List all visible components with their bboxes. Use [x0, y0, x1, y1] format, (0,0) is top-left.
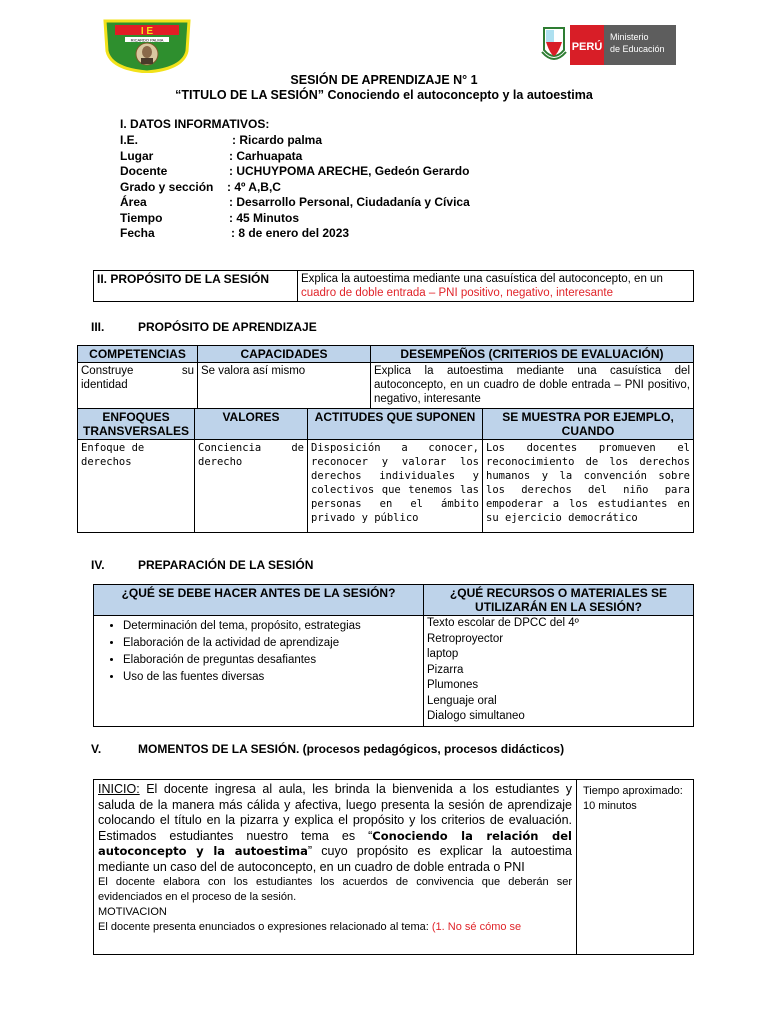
- td-desempeno: Explica la autoestima mediante una casuística del autoconcepto, en un cuadro de doble entrada – PNI positivo, negativo, interesante: [371, 363, 694, 410]
- td-valor: Conciencia de derecho: [195, 440, 308, 533]
- recurso-item: Texto escolar de DPCC del 4º: [427, 617, 579, 629]
- section5-number: V.: [91, 742, 102, 756]
- aprendizaje-table-1: [77, 345, 694, 410]
- inicio-p2: ” cuyo propósito es explicar la autoestima mediante un caso del de autoconcepto, en un cuadro de doble entrada o PNI: [98, 844, 572, 874]
- proposito-sesion-text-black: Explica la autoestima mediante una casuística del autoconcepto, en un: [301, 273, 663, 285]
- th-capacidades: CAPACIDADES: [198, 346, 371, 363]
- peru-coat-of-arms-icon: [542, 28, 566, 59]
- antes-item: • Elaboración de la actividad de aprendizaje: [123, 636, 420, 650]
- datos-label-tiempo: Tiempo: [120, 211, 163, 225]
- datos-value-lugar: : Carhuapata: [229, 149, 303, 163]
- td-competencia: Construye su identidad: [78, 363, 198, 410]
- ministry-line1: Ministerio: [610, 32, 649, 42]
- datos-label-area: Área: [120, 195, 147, 209]
- ministry-line2: de Educación: [610, 44, 665, 54]
- proposito-sesion-table: [93, 270, 694, 302]
- th-enfoques: ENFOQUES TRANSVERSALES: [78, 409, 195, 440]
- section5-heading: MOMENTOS DE LA SESIÓN. (procesos pedagógicos, procesos didácticos): [138, 742, 565, 756]
- school-logo-text: I E: [140, 26, 154, 37]
- datos-label-lugar: Lugar: [120, 149, 154, 163]
- recurso-item: Retroproyector: [427, 632, 504, 645]
- datos-heading: I. DATOS INFORMATIVOS:: [120, 117, 270, 131]
- datos-value-grado: : 4º A,B,C: [227, 180, 281, 194]
- td-antes: [94, 616, 424, 727]
- datos-value-tiempo: : 45 Minutos: [229, 211, 300, 225]
- inicio-p3: El docente elabora con los estudiantes los acuerdos de convivencia que deberán ser evidenciados en el proceso de la sesión.: [98, 876, 572, 903]
- preparacion-table: [93, 584, 694, 727]
- th-valores: VALORES: [195, 409, 308, 440]
- recurso-item: Pizarra: [427, 663, 464, 676]
- proposito-sesion-text-red: cuadro de doble entrada – PNI positivo, negativo, interesante: [301, 287, 613, 299]
- td-tiempo: Tiempo aproximado: 10 minutos: [577, 780, 694, 955]
- th-actitudes: ACTITUDES QUE SUPONEN: [308, 409, 483, 440]
- antes-item: • Uso de las fuentes diversas: [123, 670, 420, 684]
- datos-value-docente: : UCHUYPOMA ARECHE, Gedeón Gerardo: [229, 164, 470, 178]
- th-desempenos: DESEMPEÑOS (CRITERIOS DE EVALUACIÓN): [371, 346, 694, 363]
- peru-label: PERÚ: [571, 41, 603, 53]
- datos-value-fecha: : 8 de enero del 2023: [231, 226, 350, 240]
- antes-list: [97, 619, 420, 684]
- td-capacidad: Se valora así mismo: [198, 363, 371, 410]
- th-ejemplo: SE MUESTRA POR EJEMPLO, CUANDO: [483, 409, 694, 440]
- aprendizaje-table-2: [77, 408, 694, 533]
- session-number-title: SESIÓN DE APRENDIZAJE N° 1: [290, 73, 478, 87]
- td-recursos: [424, 616, 694, 727]
- section4-heading: PREPARACIÓN DE LA SESIÓN: [138, 558, 314, 572]
- inicio-p4-black: El docente presenta enunciados o expresiones relacionado al tema:: [98, 921, 432, 933]
- inicio-bold: Conociendo la relación del autoconcepto y la autoestima: [98, 828, 572, 858]
- th-antes: ¿QUÉ SE DEBE HACER ANTES DE LA SESIÓN?: [94, 585, 424, 616]
- inicio-p4-red: (1. No sé cómo se: [431, 921, 522, 933]
- inicio-p1: El docente ingresa al aula, les brinda la bienvenida a los estudiantes y saluda de la manera más cálida y afectiva, luego presenta la sesión de aprendizaje colocando el título en la pizarra y explica el propósito y los criterios de evaluación. Estimados estudiantes nuestro tema es “: [98, 782, 572, 843]
- th-competencias: COMPETENCIAS: [78, 346, 198, 363]
- momentos-table: [93, 779, 694, 955]
- datos-value-ie: : Ricardo palma: [232, 133, 323, 147]
- school-logo-banner: RICARDO PALMA: [130, 37, 164, 43]
- inicio-label: INICIO:: [98, 782, 140, 796]
- recurso-item: Dialogo simultaneo: [427, 710, 525, 722]
- td-ejemplo: Los docentes promueven el reconocimiento de los derechos humanos y la convención sobre los derechos del niño para empoderar a los estudiantes en su ejercicio democrático: [483, 440, 694, 533]
- datos-label-grado: Grado y sección: [120, 180, 214, 194]
- datos-label-docente: Docente: [120, 164, 168, 178]
- recurso-item: Plumones: [427, 679, 479, 691]
- recurso-item: laptop: [427, 648, 459, 660]
- recurso-item: Lenguaje oral: [427, 694, 497, 707]
- td-enfoque: Enfoque de derechos: [78, 440, 195, 533]
- section3-heading: PROPÓSITO DE APRENDIZAJE: [138, 320, 317, 334]
- td-actitudes: Disposición a conocer, reconocer y valorar los derechos individuales y colectivos que tenemos las personas en el ámbito privado y público: [308, 440, 483, 533]
- proposito-sesion-label: II. PROPÓSITO DE LA SESIÓN: [94, 271, 298, 302]
- proposito-sesion-text: [298, 271, 694, 302]
- school-logo: [103, 17, 191, 73]
- section3-number: III.: [91, 320, 105, 334]
- session-title: “TITULO DE LA SESIÓN” Conociendo el autoconcepto y la autoestima: [175, 88, 593, 102]
- motivacion-label: MOTIVACION: [98, 906, 167, 918]
- inicio-p4: [98, 920, 572, 935]
- datos-value-area: : Desarrollo Personal, Ciudadanía y Cívica: [229, 195, 470, 209]
- antes-item: • Elaboración de preguntas desafiantes: [123, 653, 420, 667]
- td-inicio: [94, 780, 577, 955]
- ministry-logo: [540, 22, 676, 68]
- datos-label-ie: I.E.: [120, 133, 139, 147]
- datos-label-fecha: Fecha: [120, 226, 155, 240]
- section4-number: IV.: [91, 558, 105, 572]
- antes-item: • Determinación del tema, propósito, estrategias: [123, 619, 420, 633]
- th-recursos: ¿QUÉ RECURSOS O MATERIALES SE UTILIZARÁN EN LA SESIÓN?: [424, 585, 694, 616]
